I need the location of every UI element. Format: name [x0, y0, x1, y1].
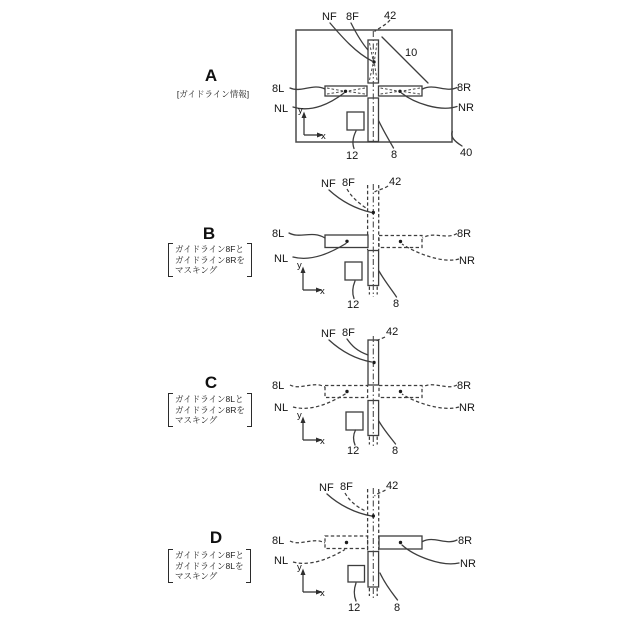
point-nr	[399, 390, 402, 393]
panel-a-drawing	[272, 10, 474, 162]
axis-y-label: y	[297, 410, 302, 421]
label-12: 12	[347, 445, 360, 457]
label-nl: NL	[274, 103, 289, 115]
panel-b-drawing	[272, 176, 475, 311]
axis-y-label: y	[297, 562, 302, 573]
label-nl: NL	[274, 402, 289, 414]
panel-b-letter: B	[202, 224, 216, 243]
label-nr: NR	[459, 255, 475, 267]
label-nl: NL	[274, 253, 289, 265]
vehicle-12-rect	[348, 566, 365, 583]
point-nl	[345, 541, 348, 544]
label-8l: 8L	[272, 380, 285, 392]
caption-line: マスキング	[175, 571, 218, 582]
caption-line: ガイドライン8Lと	[175, 394, 244, 404]
panel-c-drawing	[272, 326, 475, 457]
panel-a-caption: [ガイドライン情報]	[176, 89, 250, 99]
label-42: 42	[386, 326, 399, 338]
point-nl	[345, 390, 348, 393]
guideline-8-rect	[368, 401, 379, 436]
panel-a-letter: A	[204, 66, 218, 85]
panel-d-drawing	[272, 480, 476, 614]
vehicle-12-rect	[347, 112, 364, 130]
label-8r: 8R	[457, 228, 472, 240]
axis-x-label: x	[321, 131, 326, 142]
point-nr	[399, 541, 402, 544]
caption-line: ガイドライン8Lを	[175, 560, 244, 571]
label-8l: 8L	[272, 228, 285, 240]
label-nf: NF	[321, 328, 336, 340]
vehicle-12-rect	[346, 412, 363, 430]
label-8f: 8F	[346, 11, 359, 23]
label-8r: 8R	[457, 82, 472, 94]
point-nf	[372, 60, 375, 63]
label-8: 8	[391, 149, 398, 161]
label-12: 12	[346, 150, 359, 162]
label-8f: 8F	[340, 481, 353, 493]
caption-line: ガイドライン8Fと	[175, 550, 244, 560]
caption-line: ガイドライン8Rを	[175, 254, 245, 265]
label-nr: NR	[458, 102, 474, 114]
label-nf: NF	[322, 11, 337, 23]
label-8f: 8F	[342, 327, 355, 339]
label-nr: NR	[460, 558, 476, 570]
panel-d-letter: D	[209, 528, 223, 547]
label-8: 8	[392, 445, 399, 457]
label-8l: 8L	[272, 83, 285, 95]
label-nl: NL	[274, 555, 289, 567]
label-42: 42	[386, 480, 399, 492]
label-10: 10	[405, 47, 418, 59]
label-8r: 8R	[458, 535, 473, 547]
label-8: 8	[393, 298, 400, 310]
label-12: 12	[348, 602, 361, 614]
label-12: 12	[347, 299, 360, 311]
label-nf: NF	[321, 178, 336, 190]
caption-line: ガイドライン8Rを	[175, 404, 245, 415]
point-nr	[399, 240, 402, 243]
label-42: 42	[384, 10, 397, 22]
panel-c-letter: C	[204, 373, 218, 392]
axis-y-label: y	[298, 105, 303, 116]
axis-y-label: y	[297, 260, 302, 271]
label-40: 40	[460, 147, 473, 159]
label-nr: NR	[459, 402, 475, 414]
label-nf: NF	[319, 482, 334, 494]
label-42: 42	[389, 176, 402, 188]
vehicle-12-rect	[345, 262, 362, 280]
label-8: 8	[394, 602, 401, 614]
pointer-line-10	[382, 37, 428, 83]
caption-line: マスキング	[175, 265, 218, 276]
label-8l: 8L	[272, 535, 285, 547]
axis-x-label: x	[320, 286, 325, 297]
caption-line: ガイドライン8Fと	[175, 244, 244, 254]
caption-line: マスキング	[175, 415, 218, 426]
label-8r: 8R	[457, 380, 472, 392]
guideline-8-rect	[368, 552, 379, 588]
point-nf	[372, 361, 375, 364]
label-8f: 8F	[342, 177, 355, 189]
point-nl	[345, 240, 348, 243]
axis-x-label: x	[320, 588, 325, 599]
axis-x-label: x	[320, 436, 325, 447]
